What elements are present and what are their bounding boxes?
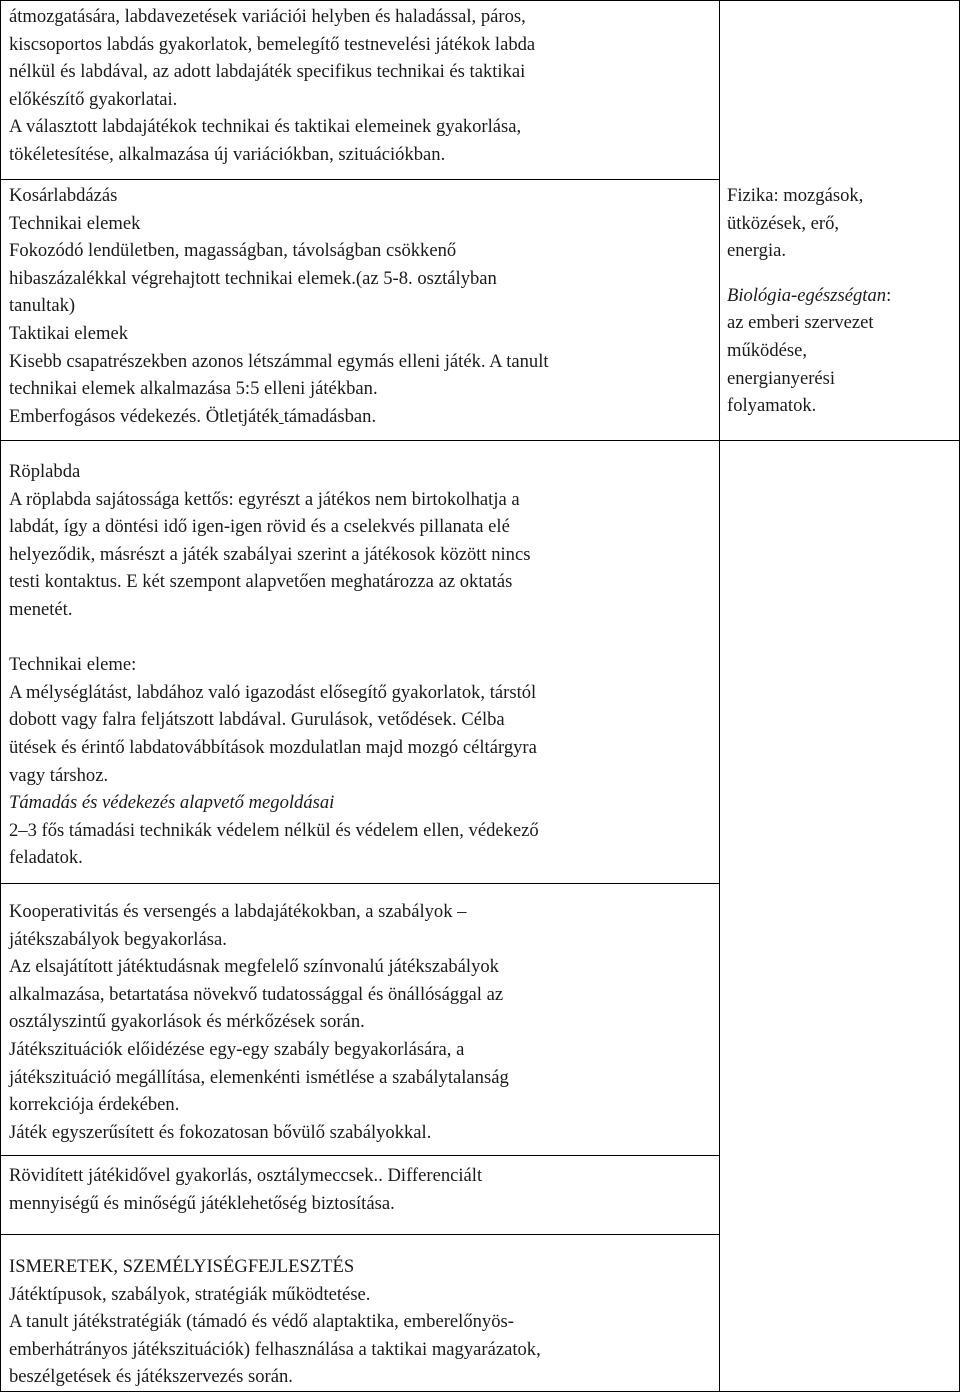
main-cell xyxy=(1,180,720,441)
defense-text: Emberfogásos védekezés. Ötletjáték xyxy=(9,405,280,427)
biology-link: folyamatok. xyxy=(727,395,817,417)
text-line: beszélgetések és játékszervezés során. xyxy=(9,1366,293,1388)
text-line: Rövidített játékidővel gyakorlás, osztálymeccsek.. Differenciált xyxy=(9,1165,483,1186)
text-line: ütések és érintő labdatovábbítások mozdulatlan majd mozgó céltárgyra xyxy=(9,736,537,758)
basketball-title: Kosárlabdázás xyxy=(9,185,118,206)
text-line: Játék egyszerűsített és fokozatosan bővülő szabályokkal. xyxy=(9,1121,432,1143)
volleyball-title: Röplabda xyxy=(9,461,81,482)
text-line: A tanult játékstratégiák (támadó és védő alaptaktika, emberelőnyös- xyxy=(9,1311,514,1333)
main-cell xyxy=(1,1156,720,1235)
text-line: nélkül és labdával, az adott labdajáték specifikus technikai és taktikai xyxy=(9,61,526,83)
text-line: játékszabályok begyakorlása. xyxy=(9,928,227,950)
text-line: emberhátrányos játékszituációk) felhasználása a taktikai magyarázatok, xyxy=(9,1338,541,1360)
text-line: mennyiségű és minőségű játéklehetőség biztosítása. xyxy=(9,1192,395,1214)
text-line: hibaszázalékkal végrehajtott technikai elemek.(az 5-8. osztályban xyxy=(9,267,497,289)
text-line: Játékszituációk előidézése egy-egy szabály begyakorlására, a xyxy=(9,1038,465,1060)
physics-link: energia. xyxy=(727,240,787,262)
text-line: Játéktípusok, szabályok, stratégiák működtetése. xyxy=(9,1283,371,1305)
main-cell xyxy=(1,1235,720,1392)
text-line: játékszituáció megállítása, elemenkénti ismétlése a szabálytalanság xyxy=(9,1066,509,1088)
text-line: tökéletesítése, alkalmazása új variációkban, szituációkban. xyxy=(9,143,446,165)
text-line: labdát, így a döntési idő igen-igen rövid és a cselekvés pillanata elé xyxy=(9,516,510,538)
text-line: menetét. xyxy=(9,598,73,620)
knowledge-heading: ISMERETEK, SZEMÉLYISÉGFEJLESZTÉS xyxy=(9,1256,355,1277)
text-line: Kisebb csapatrészekben azonos létszámmal egymás elleni játék. A tanult xyxy=(9,350,549,372)
text-line: átmozgatására, labdavezetések variációi helyben és haladással, páros, xyxy=(9,6,526,27)
text-line: korrekciója érdekében. xyxy=(9,1094,180,1116)
text-line: helyeződik, másrészt a játék szabályai szerint a játékosok között nincs xyxy=(9,543,531,565)
side-cell xyxy=(720,1,960,441)
biology-link: energianyerési xyxy=(727,367,836,389)
text-line: alkalmazása, betartatása növekvő tudatossággal és önállósággal az xyxy=(9,983,504,1005)
table-row xyxy=(1,1,960,180)
text-line: tanultak) xyxy=(9,295,76,317)
text-line: 2‒3 fős támadási technikák védelem nélkül és védelem ellen, védekező xyxy=(9,819,539,841)
side-cell xyxy=(720,441,960,1392)
text-line: A választott labdajátékok technikai és taktikai elemeinek gyakorlása, xyxy=(9,116,522,138)
biology-colon: : xyxy=(886,284,892,306)
text-line: kiscsoportos labdás gyakorlatok, bemelegítő testnevelési játékok labda xyxy=(9,33,536,55)
physics-link: Fizika: mozgások, xyxy=(727,185,864,206)
text-line: technikai elemek alkalmazása 5:5 elleni játékban. xyxy=(9,378,378,400)
text-line: testi kontaktus. E két szempont alapvetően meghatározza az oktatás xyxy=(9,571,513,593)
text-line: A röplabda sajátossága kettős: egyrészt a játékos nem birtokolhatja a xyxy=(9,488,520,510)
main-cell xyxy=(1,441,720,884)
intro-paragraph xyxy=(9,3,713,113)
text-line: vagy társhoz. xyxy=(9,764,109,786)
text-line: Az elsajátított játéktudásnak megfelelő színvonalú játékszabályok xyxy=(9,956,499,978)
physics-link: ütközések, erő, xyxy=(727,212,840,234)
tactical-heading: Taktikai elemek xyxy=(9,322,128,344)
technical-heading: Technikai elemek xyxy=(9,212,141,234)
text-line xyxy=(9,403,713,431)
volleyball-tech-heading: Technikai eleme: xyxy=(9,654,137,676)
text-line: Fokozódó lendületben, magasságban, távolságban csökkenő xyxy=(9,240,457,262)
biology-link: működése, xyxy=(727,339,808,361)
text-line: feladatok. xyxy=(9,847,83,869)
practice-paragraph xyxy=(9,113,713,168)
text-line: előkészítő gyakorlatai. xyxy=(9,88,178,110)
text-line: dobott vagy falra feljátszott labdával. Gurulások, vetődések. Célba xyxy=(9,709,505,731)
attack-defense-heading: Támadás és védekezés alapvető megoldásai xyxy=(9,792,335,814)
attack-text: támadásban. xyxy=(283,405,377,427)
table-row xyxy=(1,441,960,884)
biology-label: Biológia-egészségtan xyxy=(727,284,887,306)
text-line: Kooperativitás és versengés a labdajátékokban, a szabályok – xyxy=(9,901,467,922)
text-line: osztályszintű gyakorlások és mérkőzések során. xyxy=(9,1011,365,1033)
main-cell xyxy=(1,884,720,1156)
text-line: A mélységlátást, labdához való igazodást elősegítő gyakorlatok, társtól xyxy=(9,681,537,703)
main-cell xyxy=(1,1,720,180)
biology-link: az emberi szervezet xyxy=(727,312,874,334)
